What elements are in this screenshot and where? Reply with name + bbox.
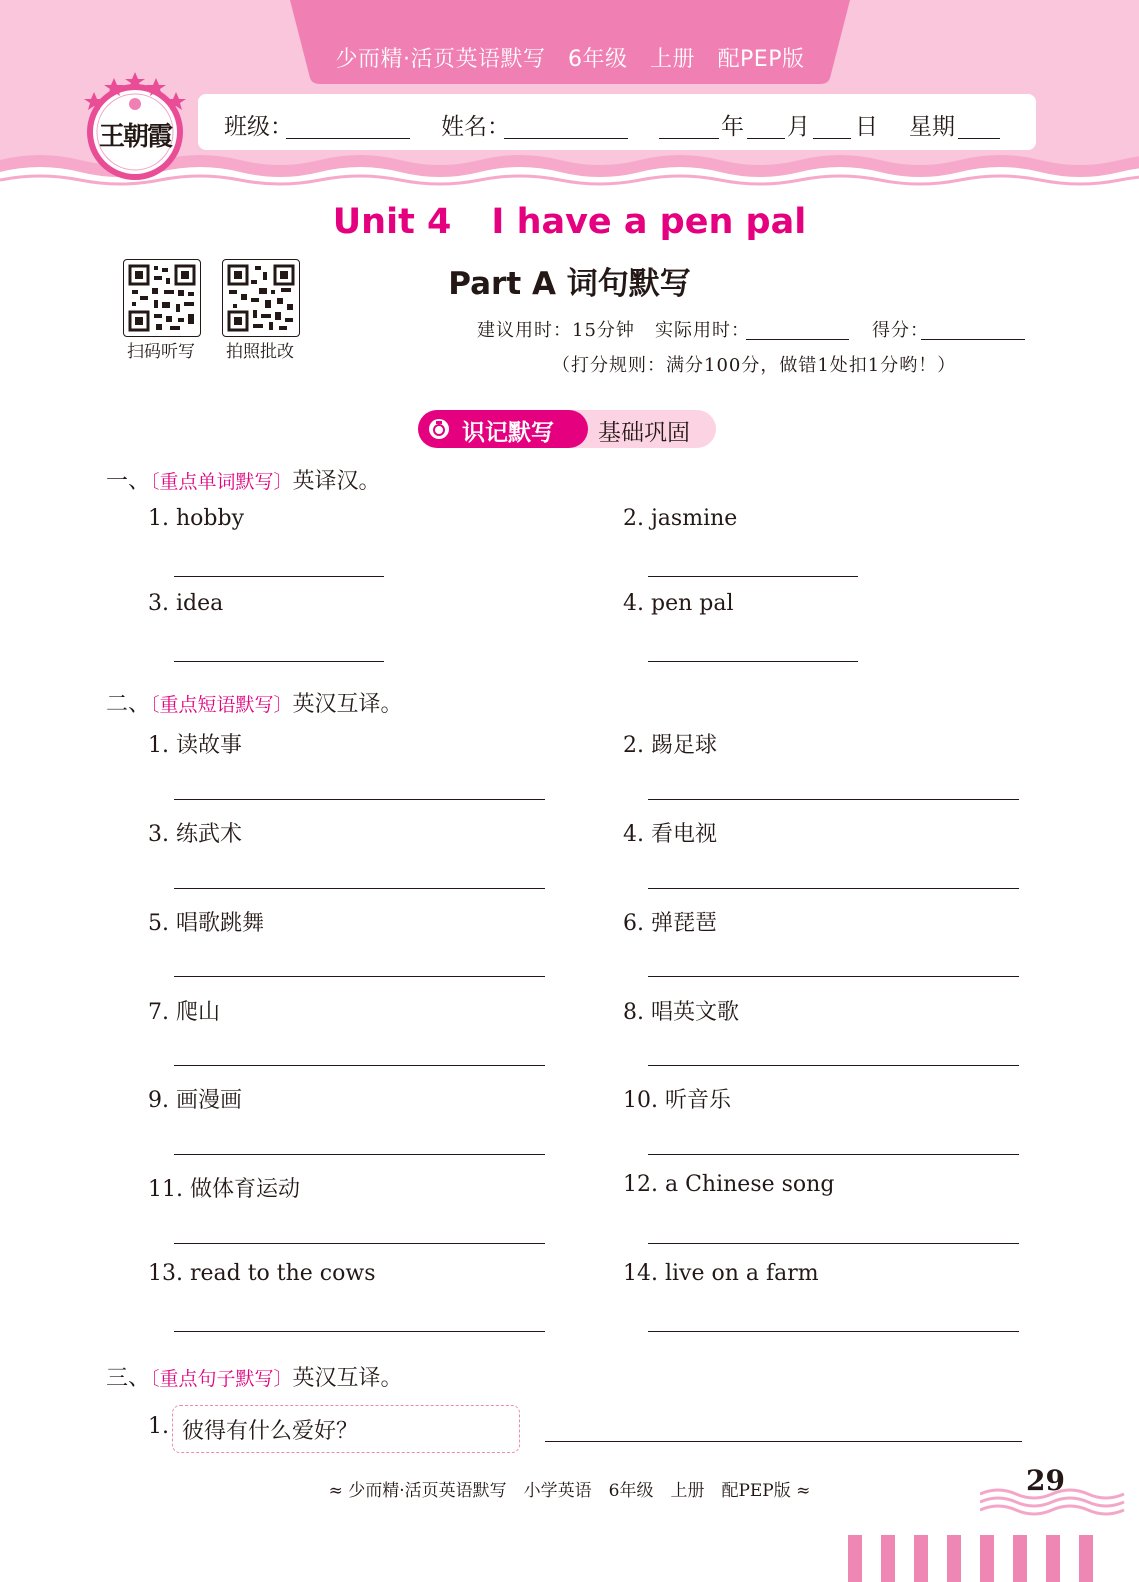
section2-item: 12. a Chinese song: [623, 1172, 835, 1197]
section2-instruction: 英汉互译。: [292, 692, 403, 717]
score-label: 得分：: [872, 320, 929, 341]
unit-name: I have a pen pal: [491, 202, 807, 242]
section3-number: 三、: [106, 1366, 151, 1391]
name-label: 姓名：: [441, 114, 510, 140]
score-blank[interactable]: [921, 339, 1025, 340]
section1-instruction: 英译汉。: [292, 469, 381, 494]
badge-left-text: 识记默写: [462, 420, 554, 446]
answer-line[interactable]: [174, 888, 545, 889]
actual-time-label: 实际用时：: [655, 320, 750, 341]
section3-item-number: 1.: [148, 1414, 169, 1439]
section2-heading: [106, 687, 403, 718]
class-label: 班级：: [224, 114, 293, 140]
answer-line[interactable]: [174, 799, 545, 800]
answer-line[interactable]: [648, 888, 1019, 889]
part-title: Part A 词句默写: [448, 266, 691, 302]
actual-time-blank[interactable]: [746, 339, 849, 340]
answer-line[interactable]: [545, 1441, 1022, 1442]
listen-qr-code[interactable]: [123, 259, 201, 337]
month-blank[interactable]: [747, 110, 785, 139]
section3-item-text: 彼得有什么爱好？: [182, 1419, 359, 1444]
section2-item: 5. 唱歌跳舞: [148, 911, 264, 936]
scoring-rule: （打分规则：满分100分，做错1处扣1分哟！）: [552, 355, 957, 376]
weekday-blank[interactable]: [958, 110, 1000, 139]
answer-line[interactable]: [174, 1065, 545, 1066]
answer-line[interactable]: [648, 976, 1019, 977]
weekday-label: 星期: [909, 114, 955, 140]
section2-tag: 〔重点短语默写〕: [150, 694, 293, 716]
section1-item: 2. jasmine: [623, 506, 738, 531]
section2-item: 14. live on a farm: [623, 1261, 819, 1286]
medal-icon: [428, 418, 450, 440]
section2-number: 二、: [106, 692, 151, 717]
section2-item: 9. 画漫画: [148, 1088, 242, 1113]
answer-line[interactable]: [174, 576, 384, 577]
section2-item: 8. 唱英文歌: [623, 1000, 739, 1025]
section2-item: 6. 弹琵琶: [623, 911, 717, 936]
brand-logo: [80, 70, 190, 182]
logo-text: 王朝霞: [98, 122, 171, 152]
answer-line[interactable]: [648, 1243, 1019, 1244]
day-label: 日: [855, 114, 878, 140]
footer-text: ≈ 少而精·活页英语默写 小学英语 6年级 上册 配PEP版 ≈: [328, 1481, 811, 1501]
section3-heading: [106, 1361, 403, 1392]
footer-stripe: [881, 1535, 895, 1582]
answer-line[interactable]: [648, 576, 858, 577]
year-blank[interactable]: [659, 110, 719, 139]
section1-item: 3. idea: [148, 591, 224, 616]
section2-item: 13. read to the cows: [148, 1261, 376, 1286]
photo-qr-label: 拍照批改: [226, 342, 294, 362]
section1-tag: 〔重点单词默写〕: [150, 471, 293, 493]
qr-code-icon: [223, 260, 299, 336]
footer-stripe: [1013, 1535, 1027, 1582]
section2-item: 10. 听音乐: [623, 1088, 731, 1113]
footer-stripe: [980, 1535, 994, 1582]
class-blank[interactable]: [286, 110, 410, 139]
answer-line[interactable]: [174, 976, 545, 977]
photo-qr-code[interactable]: [222, 259, 300, 337]
answer-line[interactable]: [648, 799, 1019, 800]
section1-number: 一、: [106, 469, 151, 494]
section2-item: 2. 踢足球: [623, 733, 717, 758]
page-number: 29: [1026, 1464, 1065, 1497]
footer-stripe: [1046, 1535, 1060, 1582]
unit-number: Unit 4: [332, 202, 452, 242]
footer-stripe: [947, 1535, 961, 1582]
series-title: 少而精·活页英语默写 6年级 上册 配PEP版: [335, 47, 805, 72]
unit-title: [0, 202, 1139, 242]
section3-tag: 〔重点句子默写〕: [150, 1368, 293, 1390]
section1-item: 4. pen pal: [623, 591, 734, 616]
listen-qr-label: 扫码听写: [127, 342, 195, 362]
answer-line[interactable]: [174, 1243, 545, 1244]
section2-item: 3. 练武术: [148, 822, 242, 847]
qr-code-icon: [124, 260, 200, 336]
section3-instruction: 英汉互译。: [292, 1366, 403, 1391]
answer-line[interactable]: [174, 1154, 545, 1155]
section2-item: 7. 爬山: [148, 1000, 220, 1025]
badge-right-text: 基础巩固: [598, 420, 690, 446]
name-blank[interactable]: [504, 110, 628, 139]
section1-item: 1. hobby: [148, 506, 244, 531]
footer-stripe: [914, 1535, 928, 1582]
section1-heading: [106, 464, 381, 495]
section2-item: 1. 读故事: [148, 733, 242, 758]
section2-item: 4. 看电视: [623, 822, 717, 847]
footer-stripe: [1079, 1535, 1093, 1582]
answer-line[interactable]: [648, 1065, 1019, 1066]
answer-line[interactable]: [174, 1331, 545, 1332]
month-label: 月: [787, 114, 810, 140]
year-label: 年: [721, 114, 744, 140]
answer-line[interactable]: [648, 1331, 1019, 1332]
answer-line[interactable]: [648, 1154, 1019, 1155]
section-badge: [418, 410, 718, 448]
day-blank[interactable]: [813, 110, 851, 139]
answer-line[interactable]: [648, 661, 858, 662]
footer-stripe: [848, 1535, 862, 1582]
suggested-time: 建议用时：15分钟: [477, 320, 635, 341]
section2-item: 11. 做体育运动: [148, 1177, 300, 1202]
answer-line[interactable]: [174, 661, 384, 662]
